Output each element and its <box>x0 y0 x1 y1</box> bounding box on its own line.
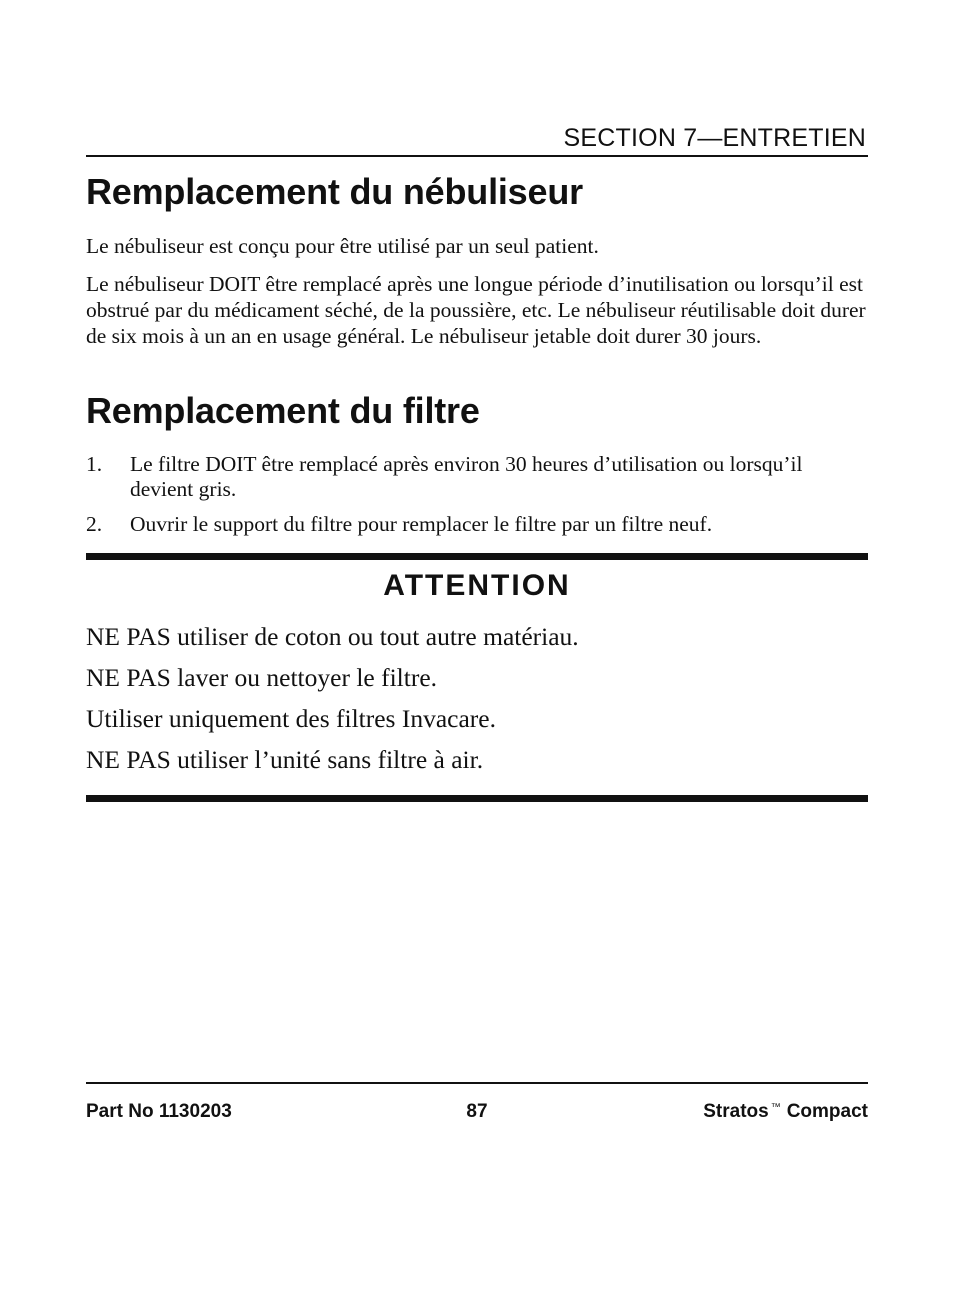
footer-rule <box>86 1082 868 1084</box>
attention-line-1: NE PAS utiliser de coton ou tout autre matériau. <box>86 622 579 651</box>
filter-step-1-number: 1. <box>86 452 103 476</box>
footer-page-number: 87 <box>466 1101 488 1122</box>
attention-line-2: NE PAS laver ou nettoyer le filtre. <box>86 663 438 692</box>
filter-heading: Remplacement du filtre <box>86 390 480 431</box>
footer-model: Compact <box>786 1101 868 1122</box>
attention-top-rule <box>86 553 868 560</box>
filter-step-1 <box>86 452 871 504</box>
filter-step-2-number: 2. <box>86 512 103 536</box>
attention-bottom-rule <box>86 795 868 802</box>
attention-line-3: Utiliser uniquement des filtres Invacare. <box>86 704 496 733</box>
section-header: SECTION 7—ENTRETIEN <box>563 124 866 152</box>
attention-line-4: NE PAS utiliser l’unité sans filtre à air. <box>86 745 484 774</box>
nebulizer-paragraph-1: Le nébuliseur est conçu pour être utilisé par un seul patient. <box>86 234 599 258</box>
footer-product-name <box>703 1101 868 1123</box>
trademark-symbol: ™ <box>770 1102 781 1113</box>
nebulizer-heading: Remplacement du nébuliseur <box>86 171 583 212</box>
footer-brand: Stratos <box>703 1101 769 1122</box>
filter-step-2 <box>86 512 871 538</box>
filter-step-1-text: Le filtre DOIT être remplacé après environ 30 heures d’utilisation ou lorsqu’il devient gris. <box>130 452 803 501</box>
footer-part-number: Part No 1130203 <box>86 1101 232 1122</box>
header-rule <box>86 155 868 157</box>
filter-step-2-text: Ouvrir le support du filtre pour remplacer le filtre par un filtre neuf. <box>130 512 713 536</box>
attention-title: ATTENTION <box>383 569 571 602</box>
nebulizer-paragraph-2: Le nébuliseur DOIT être remplacé après une longue période d’inutilisation ou lorsqu’il est obstrué par du médicament séché, de la poussière, etc. Le nébuliseur réutilisable doit durer de six mois à un an en usage général. Le nébuliseur jetable doit durer 30 jours. <box>86 272 866 348</box>
